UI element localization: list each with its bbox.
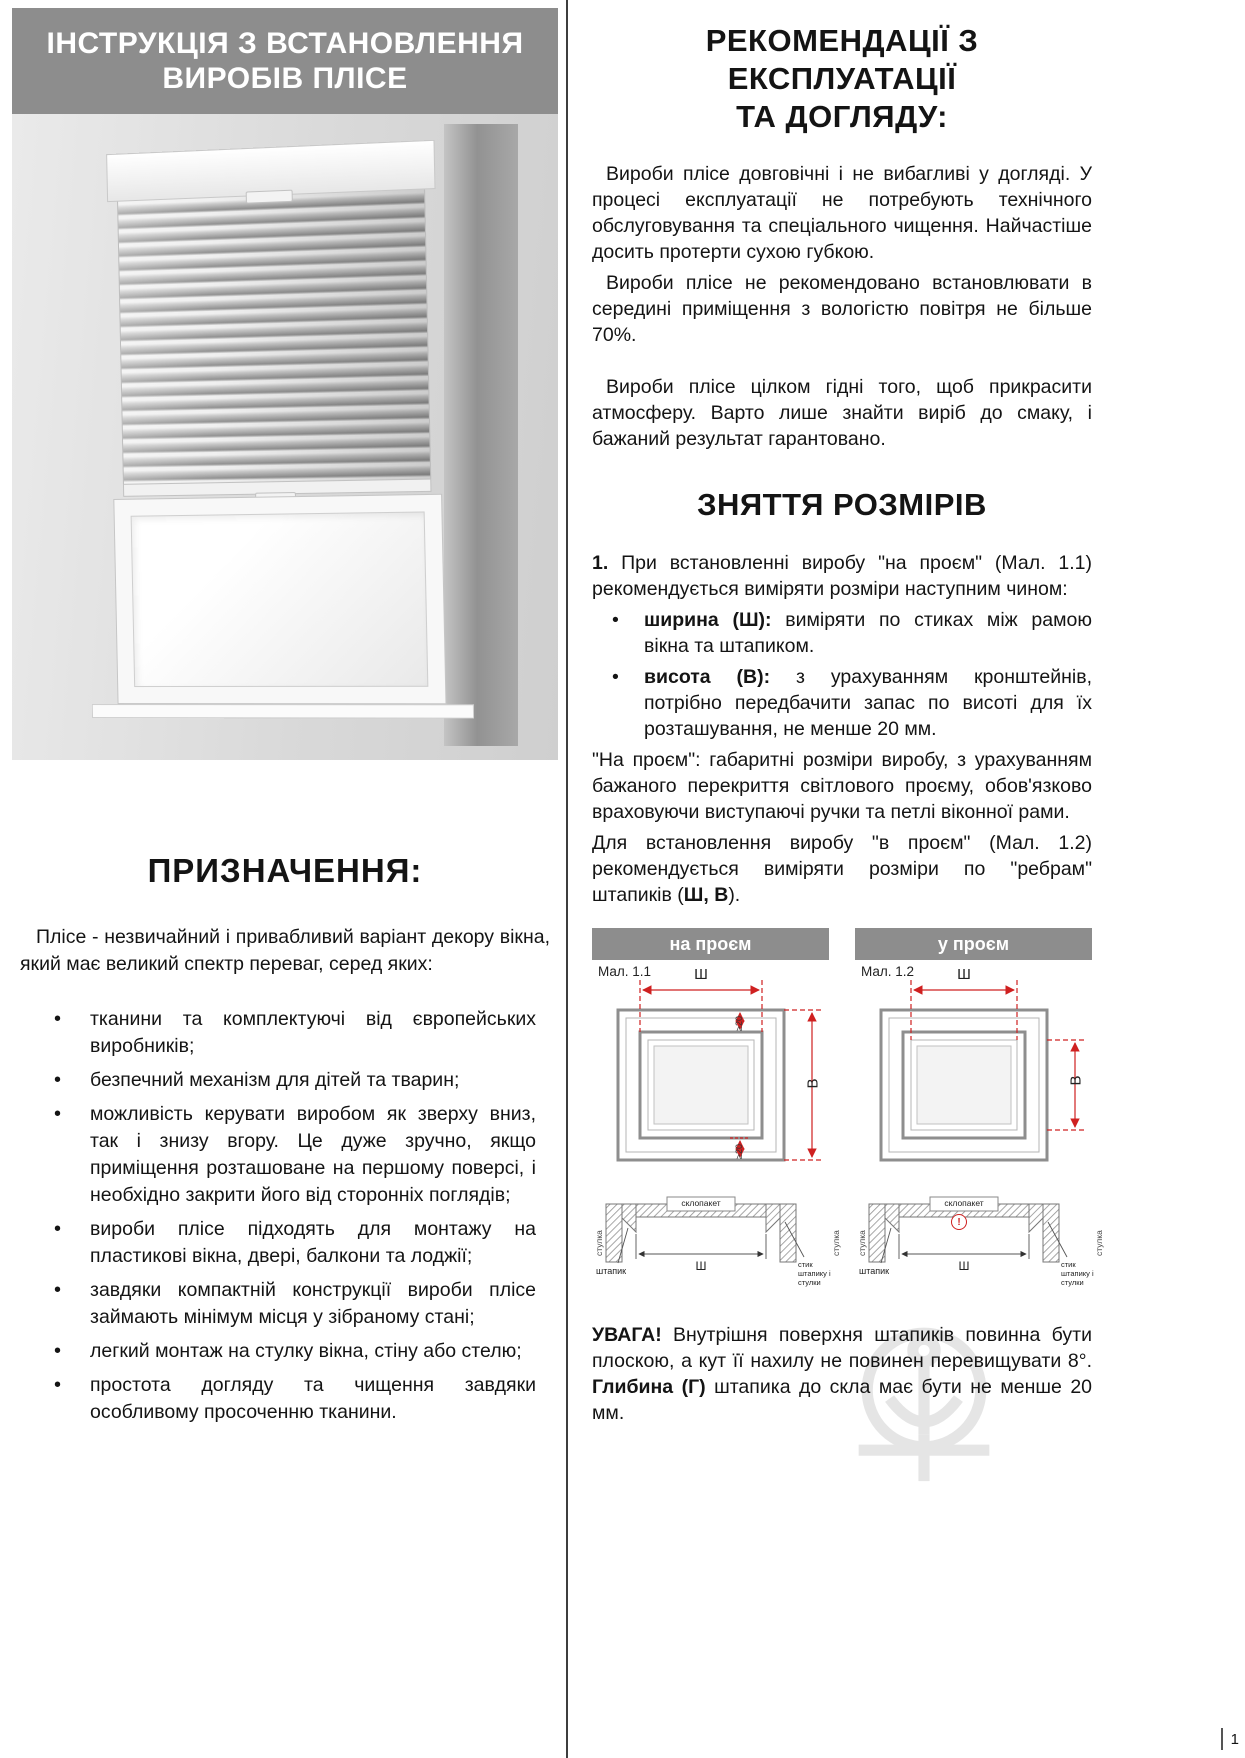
attention-note (592, 1322, 1092, 1426)
diagram-header: на проєм (592, 928, 829, 960)
list-item-text: легкий монтаж на стулку вікна, стіну або стелю; (90, 1340, 522, 1362)
height-text: з урахуванням кронштейнів, потрібно передбачити запас по висоті для їх розташування, не менше 20 мм. (644, 666, 1092, 741)
list-item-text: тканини та комплектуючі від європейських виробників; (90, 1008, 536, 1057)
list-item-text: можливість керувати виробом як зверху вниз, так і знизу вгору. Це дуже зручно, якщо приміщення розташоване на першому поверсі, і необхідно закрити його від сторонніх поглядів; (90, 1103, 536, 1206)
list-item-text: безпечний механізм для дітей та тварин; (90, 1069, 460, 1091)
footer-divider (1221, 1728, 1223, 1750)
list-item (592, 664, 1092, 742)
measure-para-na: "На проєм": габаритні розміри виробу, з урахуванням бажаного перекриття світлового проєму, обов'язково враховуючи виступаючі ручки та петлі віконної рами. (592, 749, 1092, 824)
diagram-body (855, 960, 1104, 1300)
banner-line2: ВИРОБІВ ПЛІСЕ (162, 62, 408, 95)
height-term: висота (В): (644, 666, 771, 689)
window-photo (12, 114, 558, 760)
diagram-header: у проєм (855, 928, 1092, 960)
list-item (12, 1216, 558, 1270)
purpose-heading: ПРИЗНАЧЕННЯ: (147, 852, 423, 889)
diagram-drawing (855, 960, 1102, 1300)
banner-line1: ІНСТРУКЦІЯ З ВСТАНОВЛЕННЯ (46, 26, 524, 60)
purpose-list (12, 1006, 558, 1426)
figure-label: Мал. 1.2 (861, 964, 915, 980)
diagram-body (592, 960, 841, 1300)
para-v-pre: Для встановлення виробу "в проєм" (Мал. 1.2) рекомендується виміряти розміри по "ребрам" штапиків ( (592, 832, 1092, 907)
height-dim-label: В (1067, 1075, 1085, 1086)
attention-text2: штапика до скла має бути не менше 20 мм. (592, 1376, 1093, 1425)
attention-label: УВАГА! (592, 1324, 662, 1347)
sash-left-label: стулка (857, 1230, 867, 1257)
width-dim-label: Ш (694, 966, 708, 984)
joint-label: стик штапику і стулки (1061, 1260, 1094, 1288)
measure-list (592, 607, 1092, 742)
attention-text1: Внутрішня поверхня штапиків повинна бути плоскою, а кут її нахилу не повинен перевищувати 8°. (592, 1324, 1092, 1373)
warning-icon: ! (951, 1214, 967, 1230)
diagram-na-proem (592, 928, 841, 1300)
window-frame (113, 494, 446, 705)
width-dim-bottom-label: Ш (958, 1259, 970, 1274)
sash-left-label: стулка (594, 1230, 604, 1257)
care-para2: Вироби плісе не рекомендовано встановлювати в середині приміщення з вологістю повітря не більше 70%. (592, 272, 1092, 347)
wall-shadow (444, 124, 518, 746)
measure-diagrams (592, 928, 1104, 1300)
care-heading (592, 22, 1092, 135)
list-item-text: простота догляду та чищення завдяки особливому просоченню тканини. (90, 1374, 536, 1423)
page-footer (1221, 1728, 1239, 1750)
sash-right-label: стулка (1094, 1230, 1104, 1257)
list-item (12, 1067, 558, 1094)
measure-heading: ЗНЯТТЯ РОЗМІРІВ (697, 487, 987, 523)
care-heading-line2: ТА ДОГЛЯДУ: (736, 98, 948, 134)
list-item (12, 1006, 558, 1060)
care-para3: Вироби плісе цілком гідні того, щоб прикрасити атмосферу. Варто лише знайти виріб до смаку, і бажаний результат гарантовано. (592, 376, 1092, 451)
list-item (12, 1372, 558, 1426)
allowance-bottom-label: ≥20 (734, 1144, 744, 1160)
allowance-top-label: ≥20 (734, 1016, 744, 1032)
list-item-text: завдяки компактній конструкції вироби плісе займають мінімум місця у зібраному стані; (90, 1279, 536, 1328)
step-number: 1. (592, 552, 609, 575)
purpose-intro: Плісе - незвичайний і привабливий варіант декору вікна, який має великий спектр переваг, серед яких: (20, 926, 550, 975)
sash-right-label: стулка (831, 1230, 841, 1257)
list-item (12, 1338, 558, 1365)
care-heading-line1: РЕКОМЕНДАЦІЇ З ЕКСПЛУАТАЦІЇ (705, 23, 979, 96)
bead-label: штапик (859, 1266, 890, 1277)
list-item-text: вироби плісе підходять для монтажу на пластикові вікна, двері, балкони та лоджії; (90, 1218, 536, 1267)
para-v-bold: Ш, В (683, 884, 729, 907)
step-text: При встановленні виробу "на проєм" (Мал. 1.1) рекомендується виміряти розміри наступним чином: (592, 552, 1092, 601)
glazing-label: склопакет (944, 1198, 984, 1209)
left-column (12, 8, 558, 1433)
diagram-u-proem (855, 928, 1104, 1300)
width-dim-label: Ш (957, 966, 971, 984)
window-glass (131, 511, 429, 687)
width-dim-bottom-label: Ш (695, 1259, 707, 1274)
measure-para-v (592, 830, 1092, 908)
width-text: виміряти по стиках між рамою вікна та штапиком. (644, 609, 1092, 658)
depth-term: Глибина (Г) (592, 1376, 706, 1399)
list-item (12, 1277, 558, 1331)
para-v-post: ). (728, 884, 741, 907)
column-divider (566, 0, 568, 1758)
width-term: ширина (Ш): (644, 609, 772, 632)
right-column (592, 22, 1104, 1426)
list-item (592, 607, 1092, 659)
height-dim-label: В (804, 1078, 822, 1089)
glazing-label: склопакет (681, 1198, 721, 1209)
title-banner (12, 8, 558, 114)
measure-step1 (592, 550, 1092, 602)
window-illustration (106, 140, 447, 719)
care-para1: Вироби плісе довговічні і не вибагливі у догляді. У процесі експлуатації не потребують технічного обслуговування та спеціального чищення. Найчастіше досить протерти сухою губкою. (592, 163, 1092, 264)
window-sill (92, 704, 474, 719)
diagram-drawing (592, 960, 839, 1300)
blind-handle (246, 190, 293, 204)
pleated-blind (117, 189, 431, 483)
list-item (12, 1101, 558, 1209)
page-number: 1 (1230, 1730, 1239, 1748)
bead-label: штапик (596, 1266, 627, 1277)
figure-label: Мал. 1.1 (598, 964, 652, 980)
joint-label: стик штапику і стулки (798, 1260, 831, 1288)
